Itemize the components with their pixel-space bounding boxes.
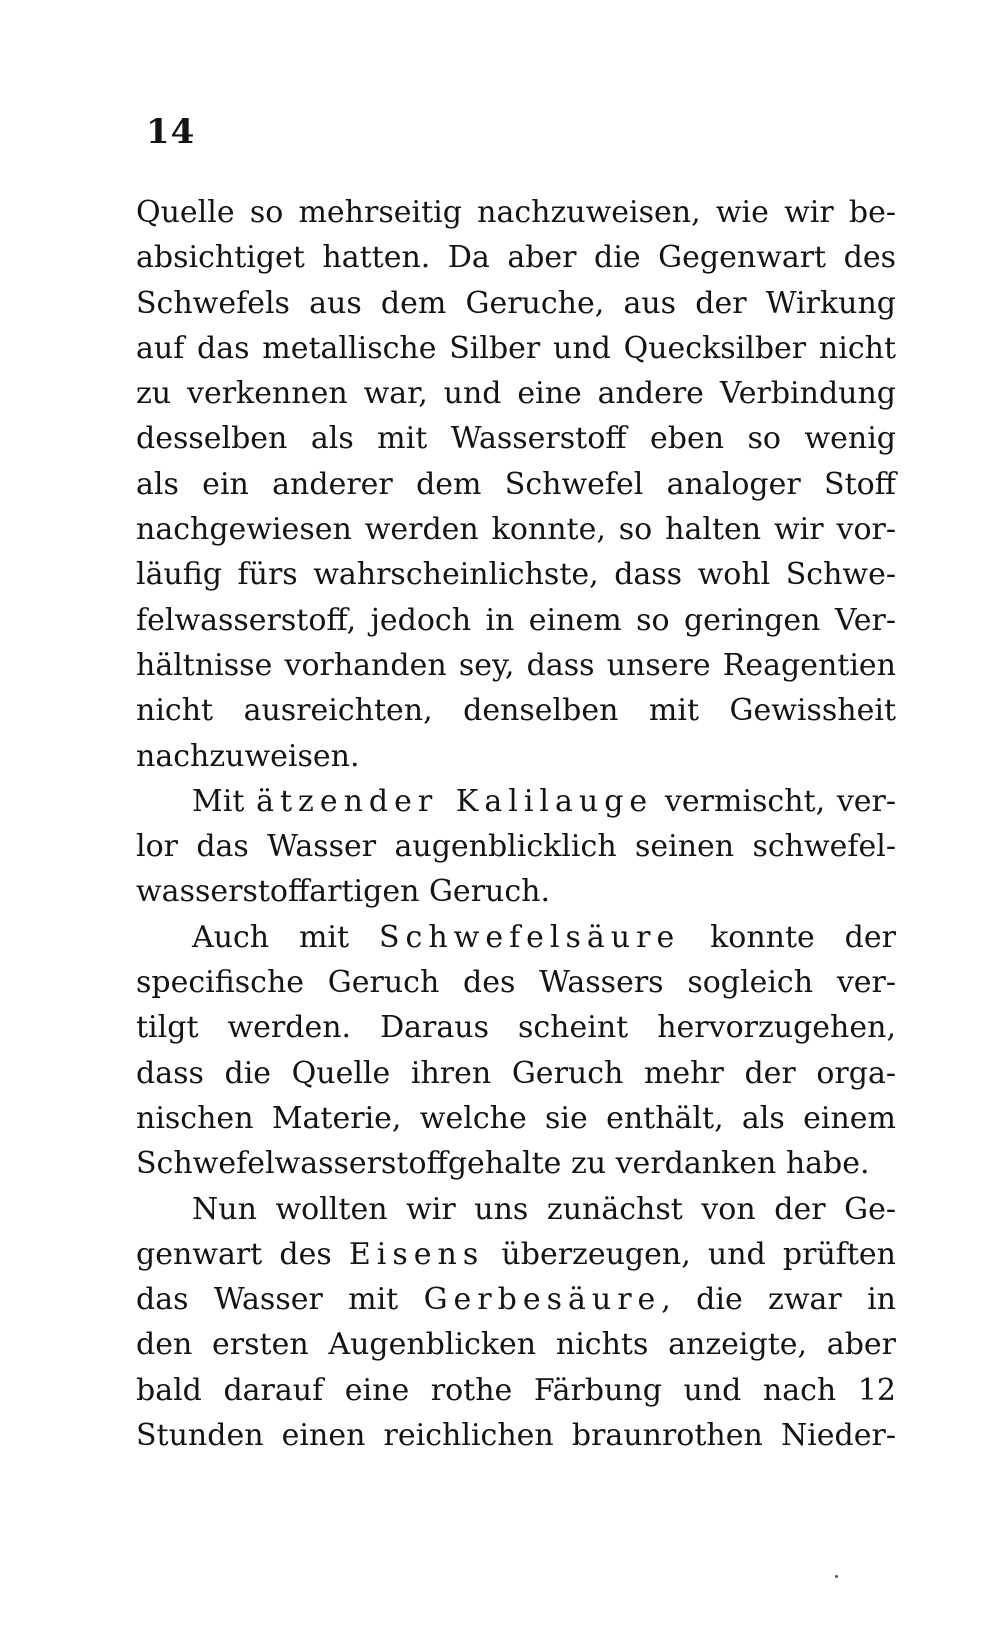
text-line: Schwefels aus dem Geruche, aus der Wirkung — [136, 285, 896, 321]
text-line: nicht ausreichten, denselben mit Gewissheit — [136, 693, 896, 729]
spaced-term: Gerbesäure — [423, 1282, 662, 1318]
text-run: , die zwar in — [661, 1282, 896, 1318]
body-text — [136, 190, 896, 1458]
text-run: überzeugen, und prüften — [484, 1236, 897, 1272]
spaced-term: Eisens — [348, 1236, 485, 1272]
text-line: den ersten Augenblicken nichts anzeigte, aber — [136, 1327, 896, 1363]
text-line: Stunden einen reichlichen braunrothen Nieder- — [136, 1418, 896, 1454]
text-line: tilgt werden. Daraus scheint hervorzugehen, — [136, 1010, 896, 1046]
text-line: bald darauf eine rothe Färbung und nach 12 — [136, 1372, 896, 1408]
text-run: genwart des — [136, 1236, 349, 1272]
text-line: Quelle so mehrseitig nachzuweisen, wie wir be- — [136, 195, 896, 230]
paper-speck — [835, 1575, 838, 1578]
text-line — [136, 1232, 896, 1277]
text-line: dass die Quelle ihren Geruch mehr der orga- — [136, 1055, 896, 1091]
text-line — [136, 779, 896, 824]
text-line: Nun wollten wir uns zunächst von der Ge- — [192, 1191, 896, 1227]
text-line: auf das metallische Silber und Quecksilber nicht — [136, 330, 896, 366]
text-line: lor das Wasser augenblicklich seinen schwefel- — [136, 829, 896, 865]
text-line: zu verkennen war, und eine andere Verbindung — [136, 376, 896, 412]
text-line: läufig fürs wahrscheinlichste, dass wohl Schwe- — [136, 557, 896, 593]
text-line: Schwefelwasserstoffgehalte zu verdanken habe. — [136, 1146, 870, 1182]
text-run: vermischt, ver- — [653, 783, 897, 819]
text-run: das Wasser mit — [136, 1282, 424, 1318]
page-number: 14 — [146, 112, 196, 152]
text-line — [136, 915, 896, 960]
text-line: als ein anderer dem Schwefel analoger Stoff — [136, 466, 896, 502]
text-line: wasserstoffartigen Geruch. — [136, 874, 551, 910]
text-line: specifische Geruch des Wassers sogleich ver- — [136, 965, 896, 1001]
text-line: nachgewiesen werden konnte, so halten wir vor- — [136, 512, 896, 548]
spaced-term: Schwefelsäure — [378, 919, 681, 955]
text-run: konnte der — [680, 919, 896, 955]
text-line: desselben als mit Wasserstoff eben so wenig — [136, 421, 896, 457]
text-line: felwasserstoff, jedoch in einem so geringen Ver- — [136, 602, 896, 638]
text-line: nachzuweisen. — [136, 738, 360, 774]
text-line: absichtiget hatten. Da aber die Gegenwart des — [136, 240, 896, 276]
text-run: Mit — [192, 783, 257, 819]
text-line: hältnisse vorhanden sey, dass unsere Reagentien — [136, 647, 896, 683]
text-line — [136, 1277, 896, 1322]
text-run: Auch mit — [192, 919, 379, 955]
text-line: nischen Materie, welche sie enthält, als einem — [136, 1100, 896, 1136]
spaced-term: ätzender Kalilauge — [256, 783, 654, 819]
